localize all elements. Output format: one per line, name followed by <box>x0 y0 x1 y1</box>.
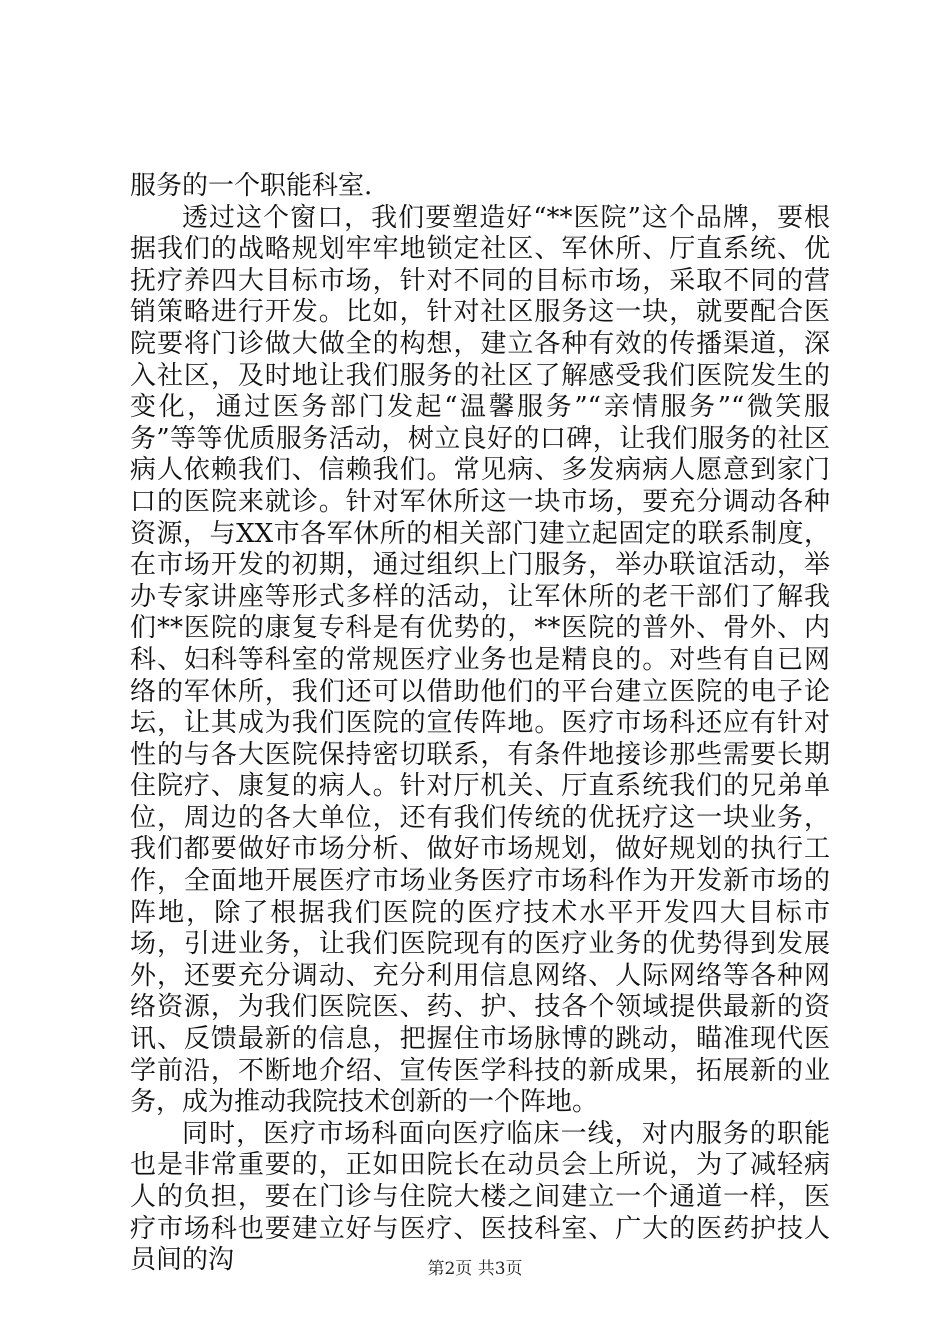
paragraph-1: 服务的一个职能科室. <box>130 171 373 201</box>
paragraph-2: 透过这个窗口，我们要塑造好“**医院”这个品牌，要根据我们的战略规划牢牢地锁定社区、军休所、厅直系统、优抚疗养四大目标市场，针对不同的目标市场，采取不同的营销策略进行开发。比如，针对社区服务这一块，就要配合医院要将门诊做大做全的构想，建立各种有效的传播渠道，深入社区，及时地让我们服务的社区了解感受我们医院发生的变化，通过医务部门发起“温馨服务”“亲情服务”“微笑服务”等等优质服务活动，树立良好的口碑，让我们服务的社区病人依赖我们、信赖我们。常见病、多发病病人愿意到家门口的医院来就诊。针对军休所这一块市场，要充分调动各种资源，与XX市各军休所的相关部门建立起固定的联系制度，在市场开发的初期，通过组织上门服务，举办联谊活动，举办专家讲座等形式多样的活动，让军休所的老干部们了解我们**医院的康复专科是有优势的，**医院的普外、骨外、内科、妇科等科室的常规医疗业务也是精良的。对些有自已网络的军休所，我们还可以借助他们的平台建立医院的电子论坛，让其成为我们医院的宣传阵地。医疗市场科还应有针对性的与各大医院保持密切联系，有条件地接诊那些需要长期住院疗、康复的病人。针对厅机关、厅直系统我们的兄弟单位，周边的各大单位，还有我们传统的优抚疗这一块业务，我们都要做好市场分析、做好市场规划，做好规划的执行工作，全面地开展医疗市场业务医疗市场科作为开发新市场的阵地，除了根据我们医院的医疗技术水平开发四大目标市场，引进业务，让我们医院现有的医疗业务的优势得到发展外，还要充分调动、充分利用信息网络、人际网络等各种网络资源，为我们医院医、药、护、技各个领域提供最新的资讯、反馈最新的信息，把握住市场脉博的跳动，瞄准现代医学前沿，不断地介绍、宣传医学科技的新成果，拓展新的业务，成为推动我院技术创新的一个阵地。 <box>130 202 830 1118</box>
page-number-footer: 第2页 共3页 <box>427 1259 523 1279</box>
document-body <box>130 171 830 1277</box>
paragraph-3: 同时，医疗市场科面向医疗临床一线，对内服务的职能也是非常重要的，正如田院长在动员会上所说，为了减轻病人的负担，要在门诊与住院大楼之间建立一个通道一样，医疗市场科也要建立好与医疗、医技科室、广大的医药护技人员间的沟 <box>130 1118 830 1276</box>
